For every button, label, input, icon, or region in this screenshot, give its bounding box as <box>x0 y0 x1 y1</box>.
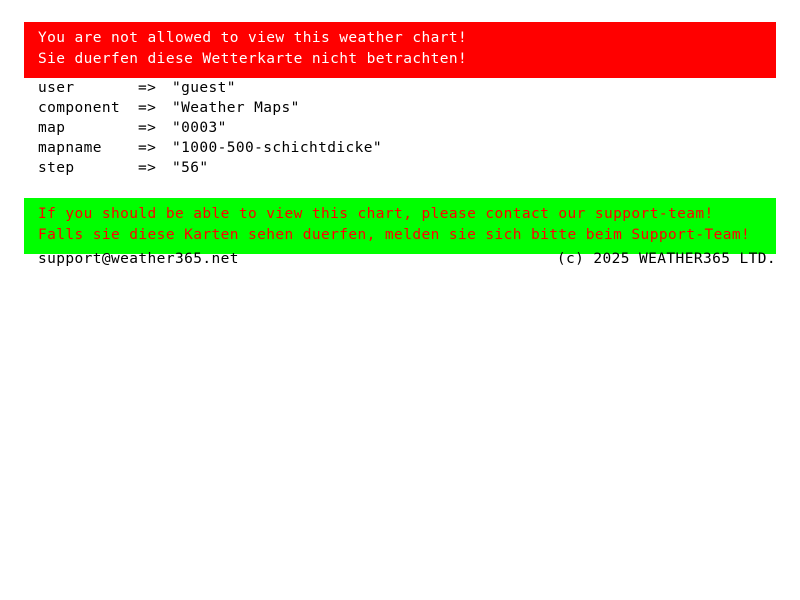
parameter-row-component <box>38 98 382 118</box>
parameter-value: "0003" <box>172 120 227 136</box>
info-banner-line-de: Falls sie diese Karten sehen duerfen, melden sie sich bitte beim Support-Team! <box>38 227 751 243</box>
parameter-row-map <box>38 118 382 138</box>
copyright-text: (c) 2025 WEATHER365 LTD. <box>556 251 776 267</box>
info-banner <box>24 198 776 254</box>
error-banner-line-de: Sie duerfen diese Wetterkarte nicht betrachten! <box>38 51 468 67</box>
parameter-key: mapname <box>38 140 102 156</box>
parameter-list <box>38 78 382 178</box>
parameter-value: "guest" <box>172 80 236 96</box>
parameter-key: user <box>38 80 75 96</box>
parameter-value: "1000-500-schichtdicke" <box>172 140 382 156</box>
parameter-key: map <box>38 120 66 136</box>
parameter-arrow: => <box>138 80 157 96</box>
parameter-arrow: => <box>138 100 157 116</box>
parameter-value: "56" <box>172 160 209 176</box>
parameter-key: component <box>38 100 121 116</box>
parameter-key: step <box>38 160 75 176</box>
footer <box>38 249 776 269</box>
parameter-value: "Weather Maps" <box>172 100 300 116</box>
info-banner-line-en: If you should be able to view this chart, please contact our support-team! <box>38 206 714 222</box>
parameter-row-step <box>38 158 382 178</box>
parameter-row-user <box>38 78 382 98</box>
parameter-arrow: => <box>138 160 157 176</box>
parameter-arrow: => <box>138 120 157 136</box>
error-banner <box>24 22 776 78</box>
support-email-link[interactable]: support@weather365.net <box>38 251 239 267</box>
parameter-row-mapname <box>38 138 382 158</box>
parameter-arrow: => <box>138 140 157 156</box>
error-banner-line-en: You are not allowed to view this weather chart! <box>38 30 468 46</box>
